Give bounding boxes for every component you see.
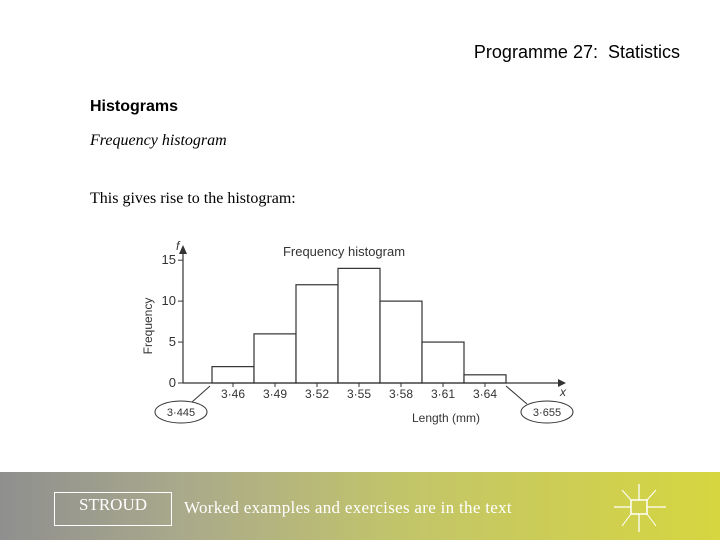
footer-bar [0, 472, 720, 540]
histogram-bar [422, 342, 464, 383]
lower-boundary-label: 3·445 [166, 407, 196, 419]
x-tick-label: 3·55 [346, 387, 372, 401]
histogram-bar [212, 367, 254, 383]
histogram-svg [130, 232, 590, 437]
histogram-bar [296, 285, 338, 383]
x-axis-symbol: x [560, 385, 566, 399]
section-heading: Histograms [90, 98, 179, 115]
y-tick-label: 10 [161, 293, 176, 309]
y-axis-arrow-icon [179, 245, 187, 254]
brand-box [54, 492, 172, 526]
x-tick-label: 3·49 [262, 387, 288, 401]
y-tick-label: 5 [168, 334, 176, 350]
upper-boundary-pointer [506, 386, 527, 404]
x-axis-label: Length (mm) [411, 411, 481, 425]
upper-boundary-label: 3·655 [532, 407, 562, 419]
x-tick-label: 3·58 [388, 387, 414, 401]
y-axis-label: Frequency [141, 297, 155, 355]
x-tick-label: 3·46 [220, 387, 246, 401]
x-tick-label: 3·61 [430, 387, 456, 401]
footer-note: Worked examples and exercises are in the text [184, 498, 512, 517]
navigation-compass-icon[interactable] [612, 482, 668, 534]
histogram-bar [464, 375, 506, 383]
brand-label: STROUD [78, 495, 147, 514]
y-tick-label: 0 [168, 375, 176, 390]
x-tick-label: 3·52 [304, 387, 330, 401]
lower-boundary-pointer [192, 386, 210, 402]
y-axis-symbol: f [176, 239, 180, 253]
histogram-bar [380, 301, 422, 383]
x-tick-label: 3·64 [472, 387, 498, 401]
programme-title: Programme 27: Statistics [473, 42, 680, 62]
chart-title: Frequency histogram [282, 244, 406, 259]
histogram-chart [130, 232, 590, 437]
intro-text: This gives rise to the histogram: [90, 190, 296, 207]
section-subheading: Frequency histogram [90, 132, 227, 149]
y-tick-label: 15 [161, 252, 176, 268]
histogram-bar [338, 268, 380, 383]
histogram-bar [254, 334, 296, 383]
